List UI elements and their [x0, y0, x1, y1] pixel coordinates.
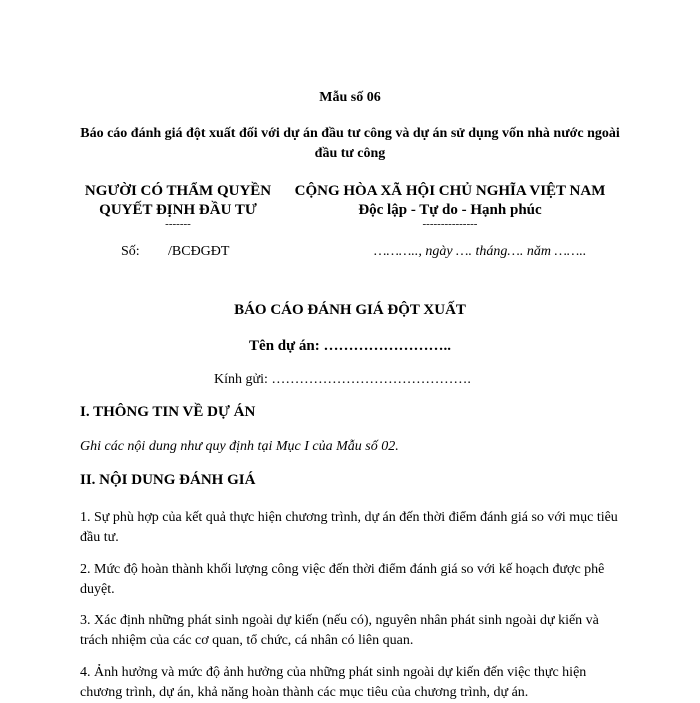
national-header-divider: --------------- — [422, 218, 478, 230]
national-motto: Độc lập - Tự do - Hạnh phúc — [358, 202, 542, 218]
document-number-label: Số: — [121, 244, 140, 259]
national-header — [288, 182, 612, 220]
report-title: BÁO CÁO ĐÁNH GIÁ ĐỘT XUẤT — [234, 302, 466, 318]
date-line: ……….., ngày …. tháng…. năm …….. — [374, 244, 587, 259]
national-name: CỘNG HÒA XÃ HỘI CHỦ NGHĨA VIỆT NAM — [294, 183, 606, 199]
recipient-line: Kính gửi: ……………………………………. — [214, 372, 471, 387]
issuing-authority-line2: QUYẾT ĐỊNH ĐẦU TƯ — [99, 202, 257, 218]
evaluation-item: 3. Xác định những phát sinh ngoài dự kiến (nếu có), nguyên nhân phát sinh ngoài dự kiến và trách nhiệm của các cơ quan, tổ chức, cá nhân có liên quan. — [80, 613, 599, 648]
issuing-authority-line1: NGƯỜI CÓ THẨM QUYỀN — [84, 183, 272, 199]
section1-note: Ghi các nội dung như quy định tại Mục I của Mẫu số 02. — [80, 439, 399, 454]
evaluation-item: 2. Mức độ hoàn thành khối lượng công việc đến thời điểm đánh giá so với kế hoạch được phê duyệt. — [80, 562, 605, 597]
section1-heading: I. THÔNG TIN VỀ DỰ ÁN — [80, 404, 256, 420]
evaluation-item: 1. Sự phù hợp của kết quả thực hiện chương trình, dự án đến thời điểm đánh giá so với mục tiêu đầu tư. — [80, 510, 618, 545]
issuing-authority-header — [80, 182, 276, 220]
issuing-authority-divider: ------- — [165, 218, 191, 230]
form-number: Mẫu số 06 — [319, 90, 381, 105]
section2-heading: II. NỘI DUNG ĐÁNH GIÁ — [80, 472, 256, 488]
project-name: Tên dự án: …………………….. — [249, 338, 451, 354]
document-number-code: /BCĐGĐT — [168, 244, 230, 259]
evaluation-item: 4. Ảnh hưởng và mức độ ảnh hưởng của những phát sinh ngoài dự kiến đến việc thực hiện chương trình, dự án, khả năng hoàn thành các mục tiêu của chương trình, dự án. — [80, 665, 587, 700]
form-title: Báo cáo đánh giá đột xuất đối với dự án đầu tư công và dự án sử dụng vốn nhà nước ngoài đầu tư công — [80, 126, 620, 161]
